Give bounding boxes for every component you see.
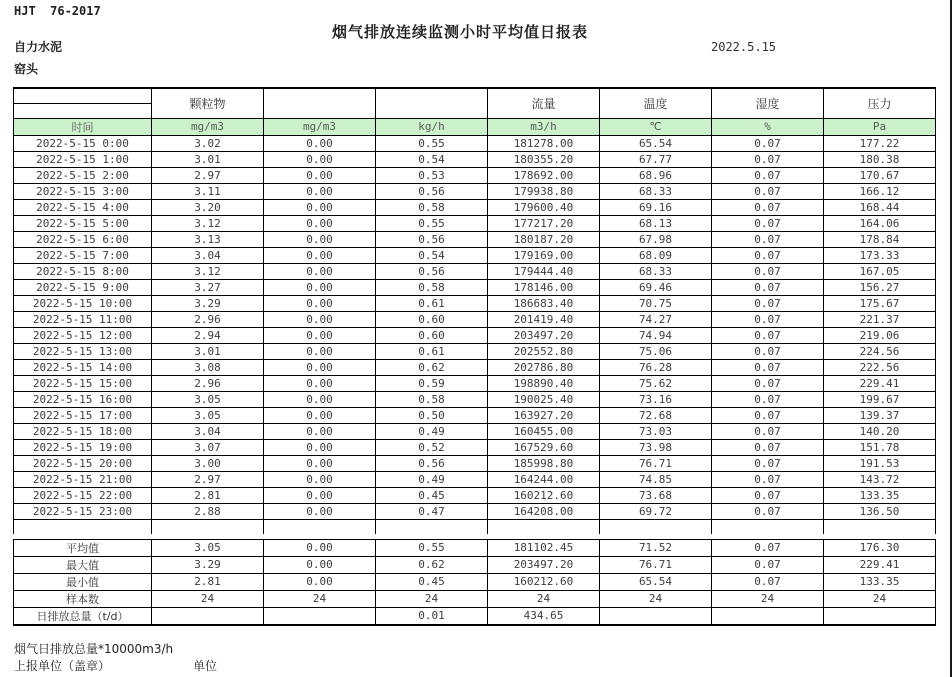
unit-mg-m3-b: mg/m3 bbox=[264, 118, 376, 135]
value-cell: 67.98 bbox=[600, 231, 712, 247]
footnote-unit: 单位 bbox=[193, 659, 218, 673]
unit-celsius: ℃ bbox=[600, 118, 712, 135]
table-row bbox=[14, 423, 936, 439]
table-row bbox=[14, 471, 936, 487]
value-cell: 191.53 bbox=[824, 455, 936, 471]
value-cell: 72.68 bbox=[600, 407, 712, 423]
value-cell: 3.05 bbox=[152, 391, 264, 407]
value-cell: 2.94 bbox=[152, 327, 264, 343]
table-row bbox=[14, 151, 936, 167]
value-cell: 0.61 bbox=[376, 343, 488, 359]
value-cell: 180187.20 bbox=[488, 231, 600, 247]
value-cell: 74.27 bbox=[600, 311, 712, 327]
value-cell: 203497.20 bbox=[488, 327, 600, 343]
table-row bbox=[14, 183, 936, 199]
value-cell: 3.05 bbox=[152, 539, 264, 556]
value-cell: 69.72 bbox=[600, 503, 712, 519]
time-cell: 2022-5-15 2:00 bbox=[14, 167, 152, 183]
time-cell: 2022-5-15 4:00 bbox=[14, 199, 152, 215]
time-cell: 2022-5-15 8:00 bbox=[14, 263, 152, 279]
value-cell: 0.07 bbox=[712, 247, 824, 263]
time-cell: 2022-5-15 16:00 bbox=[14, 391, 152, 407]
table-row bbox=[14, 231, 936, 247]
value-cell: 0.07 bbox=[712, 375, 824, 391]
column-group-temperature: 温度 bbox=[600, 88, 712, 118]
value-cell: 0.07 bbox=[712, 263, 824, 279]
time-cell: 2022-5-15 15:00 bbox=[14, 375, 152, 391]
value-cell: 219.06 bbox=[824, 327, 936, 343]
value-cell: 202786.80 bbox=[488, 359, 600, 375]
value-cell: 0.07 bbox=[712, 359, 824, 375]
table-row bbox=[14, 487, 936, 503]
value-cell: 3.05 bbox=[152, 407, 264, 423]
value-cell: 0.54 bbox=[376, 151, 488, 167]
row-label-cell: 样本数 bbox=[14, 590, 152, 607]
table-row bbox=[14, 295, 936, 311]
value-cell: 3.08 bbox=[152, 359, 264, 375]
value-cell: 0.07 bbox=[712, 539, 824, 556]
value-cell: 3.04 bbox=[152, 247, 264, 263]
value-cell: 434.65 bbox=[488, 607, 600, 625]
value-cell: 164244.00 bbox=[488, 471, 600, 487]
value-cell: 0.55 bbox=[376, 539, 488, 556]
value-cell: 133.35 bbox=[824, 573, 936, 590]
value-cell: 75.06 bbox=[600, 343, 712, 359]
summary-row bbox=[14, 573, 936, 590]
unit-percent: % bbox=[712, 118, 824, 135]
value-cell: 68.13 bbox=[600, 215, 712, 231]
time-cell: 2022-5-15 3:00 bbox=[14, 183, 152, 199]
time-cell: 2022-5-15 23:00 bbox=[14, 503, 152, 519]
table-row bbox=[14, 279, 936, 295]
value-cell: 0.53 bbox=[376, 167, 488, 183]
summary-row bbox=[14, 607, 936, 625]
value-cell: 190025.40 bbox=[488, 391, 600, 407]
value-cell: 0.00 bbox=[264, 503, 376, 519]
value-cell: 181278.00 bbox=[488, 135, 600, 151]
value-cell: 0.00 bbox=[264, 183, 376, 199]
value-cell bbox=[152, 607, 264, 625]
value-cell: 24 bbox=[488, 590, 600, 607]
table-row bbox=[14, 391, 936, 407]
time-cell: 2022-5-15 9:00 bbox=[14, 279, 152, 295]
value-cell: 2.81 bbox=[152, 573, 264, 590]
value-cell: 163927.20 bbox=[488, 407, 600, 423]
value-cell: 166.12 bbox=[824, 183, 936, 199]
time-cell: 2022-5-15 7:00 bbox=[14, 247, 152, 263]
unit-mg-m3-a: mg/m3 bbox=[152, 118, 264, 135]
row-label-cell: 平均值 bbox=[14, 539, 152, 556]
value-cell: 178146.00 bbox=[488, 279, 600, 295]
value-cell: 185998.80 bbox=[488, 455, 600, 471]
time-cell: 2022-5-15 5:00 bbox=[14, 215, 152, 231]
value-cell: 0.00 bbox=[264, 455, 376, 471]
value-cell: 73.03 bbox=[600, 423, 712, 439]
value-cell: 68.96 bbox=[600, 167, 712, 183]
column-group-humidity: 湿度 bbox=[712, 88, 824, 118]
value-cell: 167.05 bbox=[824, 263, 936, 279]
value-cell: 24 bbox=[376, 590, 488, 607]
summary-row bbox=[14, 539, 936, 556]
value-cell: 3.02 bbox=[152, 135, 264, 151]
value-cell: 0.00 bbox=[264, 151, 376, 167]
value-cell bbox=[600, 519, 712, 534]
header-spacer-cell bbox=[14, 88, 152, 103]
station-name: 窑头 bbox=[14, 62, 39, 76]
value-cell: 0.00 bbox=[264, 215, 376, 231]
time-cell: 2022-5-15 6:00 bbox=[14, 231, 152, 247]
value-cell: 0.58 bbox=[376, 279, 488, 295]
value-cell: 3.13 bbox=[152, 231, 264, 247]
table-row bbox=[14, 199, 936, 215]
value-cell: 139.37 bbox=[824, 407, 936, 423]
value-cell: 0.07 bbox=[712, 487, 824, 503]
value-cell: 0.07 bbox=[712, 573, 824, 590]
value-cell: 180355.20 bbox=[488, 151, 600, 167]
standard-code: HJT 76-2017 bbox=[14, 4, 101, 18]
value-cell: 229.41 bbox=[824, 556, 936, 573]
value-cell: 24 bbox=[264, 590, 376, 607]
value-cell: 179444.40 bbox=[488, 263, 600, 279]
value-cell: 0.07 bbox=[712, 471, 824, 487]
time-cell: 2022-5-15 22:00 bbox=[14, 487, 152, 503]
table-row bbox=[14, 327, 936, 343]
value-cell: 3.12 bbox=[152, 263, 264, 279]
value-cell: 3.01 bbox=[152, 343, 264, 359]
table-row bbox=[14, 135, 936, 151]
value-cell: 0.59 bbox=[376, 375, 488, 391]
value-cell: 186683.40 bbox=[488, 295, 600, 311]
value-cell: 0.58 bbox=[376, 391, 488, 407]
value-cell: 24 bbox=[152, 590, 264, 607]
time-cell: 2022-5-15 12:00 bbox=[14, 327, 152, 343]
value-cell: 0.62 bbox=[376, 556, 488, 573]
value-cell: 170.67 bbox=[824, 167, 936, 183]
value-cell: 0.07 bbox=[712, 407, 824, 423]
value-cell: 74.85 bbox=[600, 471, 712, 487]
value-cell: 160212.60 bbox=[488, 573, 600, 590]
value-cell: 0.07 bbox=[712, 231, 824, 247]
value-cell bbox=[376, 519, 488, 534]
value-cell: 0.55 bbox=[376, 215, 488, 231]
value-cell: 24 bbox=[712, 590, 824, 607]
value-cell: 76.71 bbox=[600, 556, 712, 573]
value-cell: 73.16 bbox=[600, 391, 712, 407]
value-cell: 65.54 bbox=[600, 135, 712, 151]
value-cell: 0.49 bbox=[376, 471, 488, 487]
value-cell: 0.07 bbox=[712, 167, 824, 183]
value-cell: 0.07 bbox=[712, 455, 824, 471]
value-cell: 136.50 bbox=[824, 503, 936, 519]
table-row bbox=[14, 439, 936, 455]
value-cell: 160212.60 bbox=[488, 487, 600, 503]
value-cell: 221.37 bbox=[824, 311, 936, 327]
value-cell: 68.33 bbox=[600, 183, 712, 199]
value-cell: 0.00 bbox=[264, 375, 376, 391]
table-row bbox=[14, 407, 936, 423]
row-label-cell: 最小值 bbox=[14, 573, 152, 590]
value-cell: 0.07 bbox=[712, 135, 824, 151]
summary-row bbox=[14, 556, 936, 573]
value-cell: 164.06 bbox=[824, 215, 936, 231]
value-cell: 229.41 bbox=[824, 375, 936, 391]
value-cell: 3.11 bbox=[152, 183, 264, 199]
value-cell: 0.61 bbox=[376, 295, 488, 311]
header-spacer-cell bbox=[14, 103, 152, 118]
value-cell: 2.96 bbox=[152, 311, 264, 327]
value-cell: 0.07 bbox=[712, 279, 824, 295]
value-cell bbox=[824, 607, 936, 625]
value-cell: 70.75 bbox=[600, 295, 712, 311]
value-cell: 73.68 bbox=[600, 487, 712, 503]
time-cell: 2022-5-15 1:00 bbox=[14, 151, 152, 167]
unit-kg-h: kg/h bbox=[376, 118, 488, 135]
value-cell: 203497.20 bbox=[488, 556, 600, 573]
unit-m3-h: m3/h bbox=[488, 118, 600, 135]
value-cell: 0.54 bbox=[376, 247, 488, 263]
value-cell: 0.47 bbox=[376, 503, 488, 519]
value-cell: 0.00 bbox=[264, 279, 376, 295]
value-cell: 133.35 bbox=[824, 487, 936, 503]
table-row bbox=[14, 503, 936, 519]
value-cell: 0.00 bbox=[264, 539, 376, 556]
value-cell: 68.33 bbox=[600, 263, 712, 279]
footnote-total: 烟气日排放总量*10000m3/h bbox=[14, 642, 174, 656]
value-cell: 179938.80 bbox=[488, 183, 600, 199]
value-cell: 0.07 bbox=[712, 215, 824, 231]
value-cell: 179169.00 bbox=[488, 247, 600, 263]
value-cell: 0.00 bbox=[264, 199, 376, 215]
value-cell: 0.00 bbox=[264, 231, 376, 247]
value-cell: 164208.00 bbox=[488, 503, 600, 519]
value-cell bbox=[712, 519, 824, 534]
value-cell: 160455.00 bbox=[488, 423, 600, 439]
value-cell: 0.50 bbox=[376, 407, 488, 423]
value-cell: 0.56 bbox=[376, 455, 488, 471]
time-cell bbox=[14, 519, 152, 534]
value-cell: 3.01 bbox=[152, 151, 264, 167]
table-row bbox=[14, 311, 936, 327]
value-cell: 0.60 bbox=[376, 311, 488, 327]
value-cell: 71.52 bbox=[600, 539, 712, 556]
table-row bbox=[14, 455, 936, 471]
report-table bbox=[13, 87, 936, 626]
value-cell: 73.98 bbox=[600, 439, 712, 455]
value-cell: 0.07 bbox=[712, 295, 824, 311]
time-cell: 2022-5-15 13:00 bbox=[14, 343, 152, 359]
value-cell: 0.00 bbox=[264, 295, 376, 311]
table-row bbox=[14, 375, 936, 391]
value-cell: 0.00 bbox=[264, 391, 376, 407]
table-row bbox=[14, 247, 936, 263]
value-cell: 202552.80 bbox=[488, 343, 600, 359]
table-row bbox=[14, 263, 936, 279]
value-cell: 3.00 bbox=[152, 455, 264, 471]
value-cell: 0.58 bbox=[376, 199, 488, 215]
value-cell: 2.97 bbox=[152, 167, 264, 183]
value-cell: 178.84 bbox=[824, 231, 936, 247]
value-cell: 181102.45 bbox=[488, 539, 600, 556]
value-cell: 140.20 bbox=[824, 423, 936, 439]
value-cell: 0.60 bbox=[376, 327, 488, 343]
time-cell: 2022-5-15 20:00 bbox=[14, 455, 152, 471]
value-cell: 69.46 bbox=[600, 279, 712, 295]
table-row bbox=[14, 359, 936, 375]
value-cell: 178692.00 bbox=[488, 167, 600, 183]
time-cell: 2022-5-15 0:00 bbox=[14, 135, 152, 151]
column-group-flow: 流量 bbox=[488, 88, 600, 118]
value-cell: 0.49 bbox=[376, 423, 488, 439]
time-cell: 2022-5-15 11:00 bbox=[14, 311, 152, 327]
value-cell bbox=[264, 607, 376, 625]
value-cell: 198890.40 bbox=[488, 375, 600, 391]
column-group-blank-1 bbox=[264, 88, 376, 118]
value-cell: 0.07 bbox=[712, 327, 824, 343]
value-cell: 2.88 bbox=[152, 503, 264, 519]
value-cell: 0.45 bbox=[376, 573, 488, 590]
value-cell: 0.62 bbox=[376, 359, 488, 375]
value-cell: 2.97 bbox=[152, 471, 264, 487]
value-cell: 68.09 bbox=[600, 247, 712, 263]
value-cell: 0.07 bbox=[712, 556, 824, 573]
value-cell: 0.07 bbox=[712, 343, 824, 359]
value-cell: 3.27 bbox=[152, 279, 264, 295]
value-cell: 2.96 bbox=[152, 375, 264, 391]
value-cell bbox=[712, 607, 824, 625]
value-cell: 24 bbox=[600, 590, 712, 607]
value-cell: 3.20 bbox=[152, 199, 264, 215]
value-cell: 151.78 bbox=[824, 439, 936, 455]
page-title: 烟气排放连续监测小时平均值日报表 bbox=[331, 23, 588, 41]
value-cell: 0.07 bbox=[712, 391, 824, 407]
value-cell: 0.00 bbox=[264, 423, 376, 439]
value-cell bbox=[824, 519, 936, 534]
value-cell: 0.07 bbox=[712, 183, 824, 199]
value-cell: 0.56 bbox=[376, 183, 488, 199]
row-label-cell: 最大值 bbox=[14, 556, 152, 573]
value-cell: 0.00 bbox=[264, 556, 376, 573]
unit-pa: Pa bbox=[824, 118, 936, 135]
value-cell: 224.56 bbox=[824, 343, 936, 359]
value-cell: 175.67 bbox=[824, 295, 936, 311]
unit-header-row bbox=[14, 118, 936, 135]
value-cell: 0.00 bbox=[264, 471, 376, 487]
value-cell: 0.00 bbox=[264, 343, 376, 359]
column-group-particulate: 颗粒物 bbox=[152, 88, 264, 118]
value-cell: 177.22 bbox=[824, 135, 936, 151]
value-cell: 0.07 bbox=[712, 199, 824, 215]
value-cell: 0.00 bbox=[264, 327, 376, 343]
value-cell: 3.07 bbox=[152, 439, 264, 455]
value-cell: 3.04 bbox=[152, 423, 264, 439]
value-cell: 76.71 bbox=[600, 455, 712, 471]
value-cell: 0.00 bbox=[264, 263, 376, 279]
value-cell: 180.38 bbox=[824, 151, 936, 167]
value-cell bbox=[488, 519, 600, 534]
empty-row bbox=[14, 519, 936, 534]
time-cell: 2022-5-15 17:00 bbox=[14, 407, 152, 423]
time-cell: 2022-5-15 19:00 bbox=[14, 439, 152, 455]
value-cell: 76.28 bbox=[600, 359, 712, 375]
value-cell: 0.45 bbox=[376, 487, 488, 503]
table-row bbox=[14, 215, 936, 231]
value-cell: 201419.40 bbox=[488, 311, 600, 327]
column-group-pressure: 压力 bbox=[824, 88, 936, 118]
group-header-row bbox=[14, 88, 936, 103]
time-cell: 2022-5-15 10:00 bbox=[14, 295, 152, 311]
value-cell: 173.33 bbox=[824, 247, 936, 263]
value-cell: 0.07 bbox=[712, 423, 824, 439]
value-cell: 0.00 bbox=[264, 359, 376, 375]
value-cell: 0.00 bbox=[264, 573, 376, 590]
value-cell: 3.29 bbox=[152, 556, 264, 573]
value-cell: 156.27 bbox=[824, 279, 936, 295]
value-cell bbox=[600, 607, 712, 625]
value-cell: 0.07 bbox=[712, 439, 824, 455]
value-cell: 24 bbox=[824, 590, 936, 607]
value-cell: 0.52 bbox=[376, 439, 488, 455]
value-cell: 0.07 bbox=[712, 311, 824, 327]
company-name: 自力水泥 bbox=[14, 40, 63, 54]
value-cell: 143.72 bbox=[824, 471, 936, 487]
value-cell: 0.00 bbox=[264, 407, 376, 423]
value-cell: 179600.40 bbox=[488, 199, 600, 215]
value-cell bbox=[264, 519, 376, 534]
value-cell: 0.01 bbox=[376, 607, 488, 625]
row-label-cell: 日排放总量（t/d） bbox=[14, 607, 152, 625]
value-cell: 67.77 bbox=[600, 151, 712, 167]
value-cell: 3.29 bbox=[152, 295, 264, 311]
footnote-report-unit: 上报单位（盖章） bbox=[14, 659, 111, 673]
table-row bbox=[14, 343, 936, 359]
value-cell: 0.00 bbox=[264, 311, 376, 327]
column-group-blank-2 bbox=[376, 88, 488, 118]
time-cell: 2022-5-15 21:00 bbox=[14, 471, 152, 487]
value-cell: 0.00 bbox=[264, 487, 376, 503]
value-cell: 0.55 bbox=[376, 135, 488, 151]
value-cell: 0.07 bbox=[712, 151, 824, 167]
value-cell: 0.56 bbox=[376, 263, 488, 279]
value-cell: 0.00 bbox=[264, 439, 376, 455]
value-cell bbox=[152, 519, 264, 534]
value-cell: 0.00 bbox=[264, 247, 376, 263]
value-cell: 69.16 bbox=[600, 199, 712, 215]
value-cell: 199.67 bbox=[824, 391, 936, 407]
table-body bbox=[14, 135, 936, 625]
value-cell: 0.56 bbox=[376, 231, 488, 247]
value-cell: 74.94 bbox=[600, 327, 712, 343]
time-cell: 2022-5-15 14:00 bbox=[14, 359, 152, 375]
value-cell: 0.07 bbox=[712, 503, 824, 519]
value-cell: 0.00 bbox=[264, 135, 376, 151]
value-cell: 177217.20 bbox=[488, 215, 600, 231]
time-cell: 2022-5-15 18:00 bbox=[14, 423, 152, 439]
table-row bbox=[14, 167, 936, 183]
value-cell: 168.44 bbox=[824, 199, 936, 215]
summary-row bbox=[14, 590, 936, 607]
value-cell: 2.81 bbox=[152, 487, 264, 503]
value-cell: 176.30 bbox=[824, 539, 936, 556]
value-cell: 0.00 bbox=[264, 167, 376, 183]
value-cell: 167529.60 bbox=[488, 439, 600, 455]
value-cell: 65.54 bbox=[600, 573, 712, 590]
header-time: 时间 bbox=[14, 118, 152, 135]
report-date: 2022.5.15 bbox=[711, 40, 777, 54]
value-cell: 75.62 bbox=[600, 375, 712, 391]
value-cell: 3.12 bbox=[152, 215, 264, 231]
value-cell: 222.56 bbox=[824, 359, 936, 375]
